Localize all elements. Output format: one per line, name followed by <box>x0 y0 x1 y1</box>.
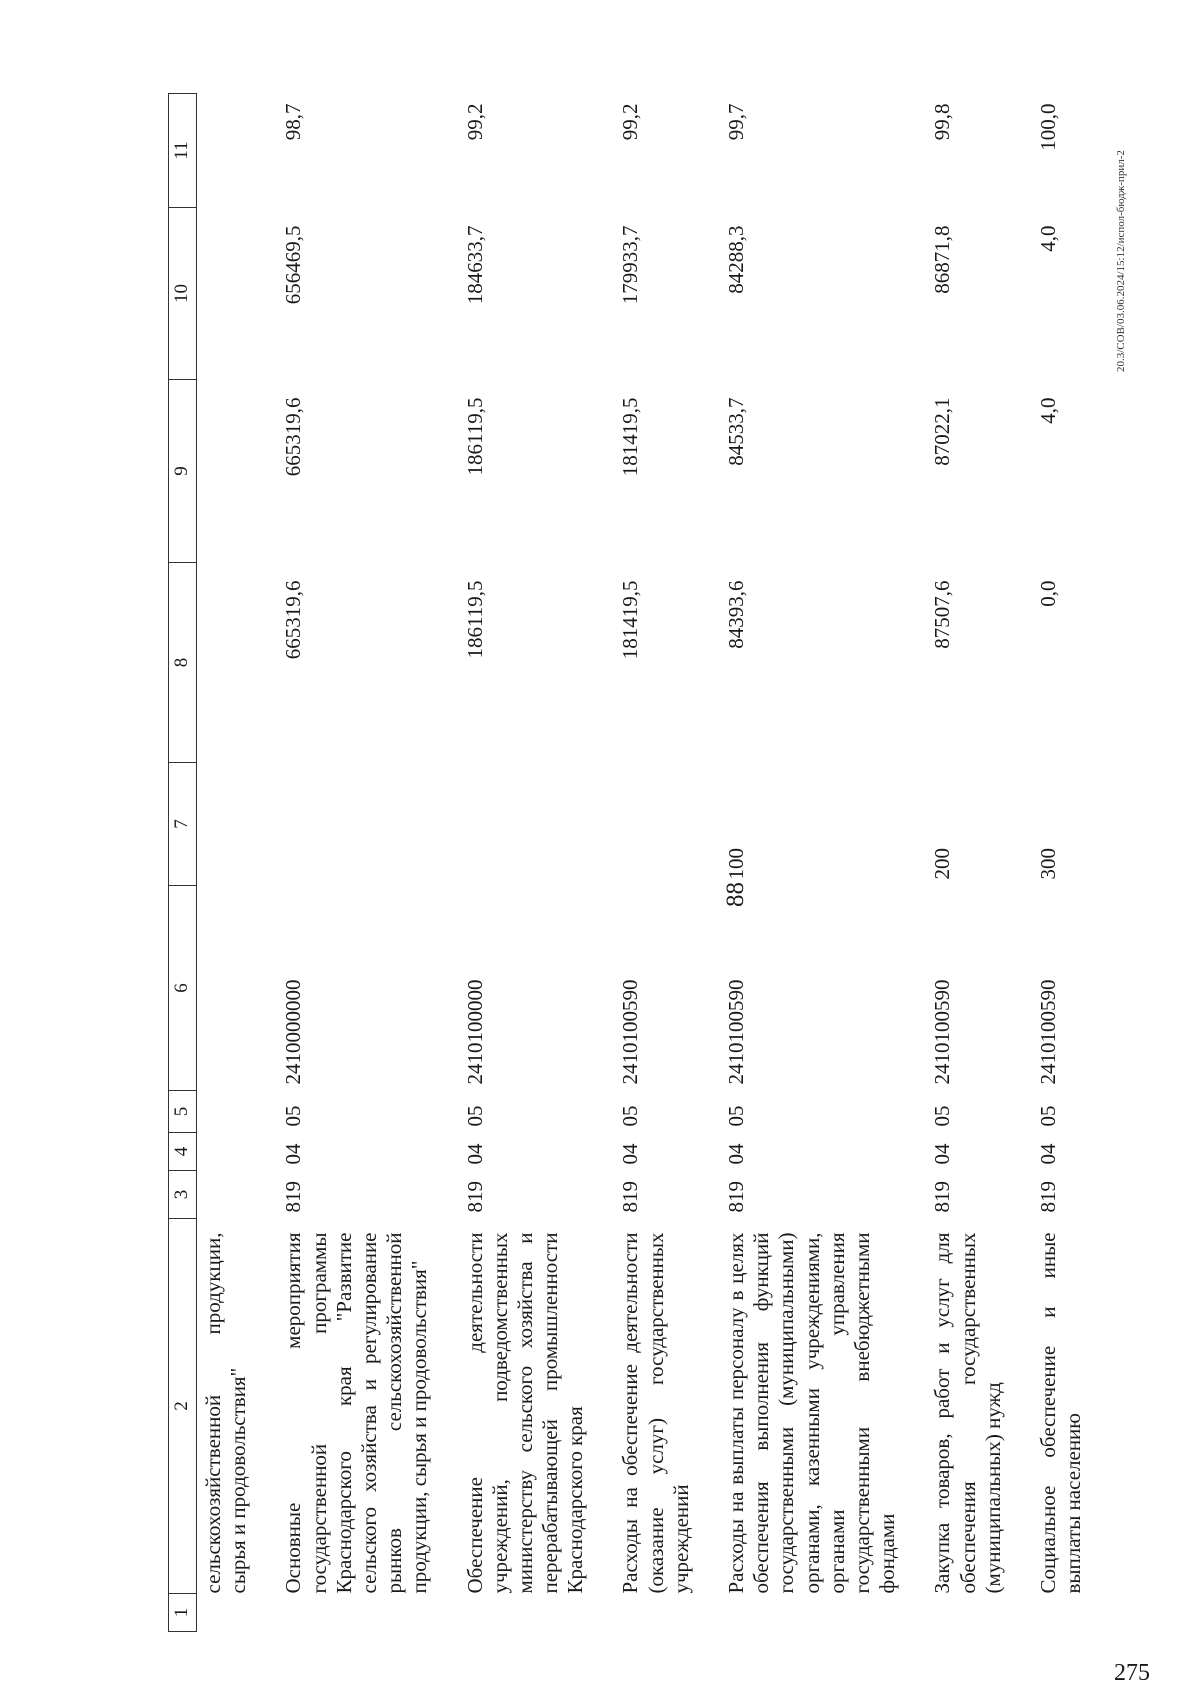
generator-stamp: 20.3/СОВ/03.06.2024/15:12/испол-бюдж-прил-2 <box>1115 150 1127 372</box>
cell-c11: 100,0 <box>1035 103 1060 151</box>
cell-c10: 184633,7 <box>462 225 487 305</box>
cell-c9: 665319,6 <box>281 397 306 477</box>
cell-c6: 2410000000 <box>281 979 306 1085</box>
cell-c3: 819 <box>724 1181 748 1213</box>
table-row <box>455 94 611 1632</box>
table-row <box>1028 94 1108 1632</box>
cell-c5: 05 <box>930 1105 955 1127</box>
cell-c9: 87022,1 <box>930 397 955 466</box>
cell-c3: 819 <box>618 1181 643 1213</box>
header-col-10: 10 <box>169 208 197 380</box>
cell-c11: 99,7 <box>724 103 748 141</box>
cell-c11: 99,2 <box>462 103 487 141</box>
header-col-3: 3 <box>169 1171 197 1219</box>
cell-c4: 04 <box>281 1143 306 1165</box>
row-description: Обеспечение деятельности учреждений, подведомственных министерству сельского хозяйства и перерабатывающей промышленности Краснодарского края <box>462 1232 588 1594</box>
cell-c6: 2410100590 <box>1035 979 1060 1085</box>
header-row <box>169 94 197 1632</box>
header-col-7: 7 <box>169 763 197 886</box>
cell-c7 <box>455 763 611 886</box>
cell-c3: 819 <box>462 1181 487 1213</box>
header-col-9: 9 <box>169 380 197 563</box>
continuation-text: сельскохозяйственной продукции, сырья и продовольствия" <box>201 1232 251 1594</box>
cell-c7 <box>273 763 454 886</box>
cell-c8: 87507,6 <box>930 580 955 649</box>
cell-c7: 100 <box>724 848 748 880</box>
cell-c8: 665319,6 <box>281 580 306 660</box>
table-row <box>273 94 454 1632</box>
cell-c8: 181419,5 <box>618 580 643 660</box>
document-page-number: 88 <box>722 882 749 907</box>
cell-c11: 99,2 <box>618 103 643 141</box>
cell-c7 <box>610 763 716 886</box>
cell-c8: 84393,6 <box>724 580 748 649</box>
budget-table <box>168 93 1108 1632</box>
cell-c5: 05 <box>281 1105 306 1127</box>
cell-c4: 04 <box>930 1143 955 1165</box>
row-description: Социальное обеспечение и иные выплаты населению <box>1035 1232 1086 1594</box>
sheet-number: 275 <box>1114 1660 1150 1686</box>
cell-c8: 0,0 <box>1035 580 1060 607</box>
cell-c9: 84533,7 <box>724 397 748 466</box>
table-row <box>610 94 716 1632</box>
cell-c9: 186119,5 <box>462 397 487 476</box>
table-row <box>716 94 922 1632</box>
cell-c11: 98,7 <box>281 103 306 141</box>
cell-c10: 84288,3 <box>724 225 748 294</box>
cell-c4: 04 <box>618 1143 643 1165</box>
cell-c4: 04 <box>462 1143 487 1165</box>
row-description: Основные мероприятия государственной программы Краснодарского края "Развитие сельского хозяйства и регулирование рынков сельскохозяйственной продукции, сырья и продовольствия" <box>281 1232 432 1594</box>
header-col-8: 8 <box>169 563 197 763</box>
cell-c9: 4,0 <box>1035 397 1060 424</box>
row-description: Расходы на обеспечение деятельности (оказание услуг) государственных учреждений <box>618 1232 693 1594</box>
cell-c4: 04 <box>724 1143 748 1165</box>
header-col-6: 6 <box>169 886 197 1091</box>
table-row <box>922 94 1028 1632</box>
header-col-4: 4 <box>169 1133 197 1171</box>
cell-c11: 99,8 <box>930 103 955 141</box>
cell-c3: 819 <box>1035 1181 1060 1213</box>
header-col-1: 1 <box>169 1594 197 1632</box>
cell-c10: 656469,5 <box>281 225 306 305</box>
cell-c5: 05 <box>618 1105 643 1127</box>
cell-c5: 05 <box>462 1105 487 1127</box>
cell-c5: 05 <box>1035 1105 1060 1127</box>
cell-c7: 300 <box>1035 848 1060 880</box>
cell-c9: 181419,5 <box>618 397 643 477</box>
header-col-5: 5 <box>169 1091 197 1133</box>
row-description: Закупка товаров, работ и услуг для обеспечения государственных (муниципальных) нужд <box>930 1232 1005 1594</box>
continuation-row <box>197 94 274 1632</box>
cell-c10: 4,0 <box>1035 225 1060 252</box>
cell-c6: 2410100000 <box>462 979 487 1085</box>
header-col-11: 11 <box>169 94 197 208</box>
cell-c5: 05 <box>724 1105 748 1127</box>
cell-c3: 819 <box>930 1181 955 1213</box>
cell-c6: 2410100590 <box>618 979 643 1085</box>
cell-c8: 186119,5 <box>462 580 487 659</box>
cell-c7: 200 <box>930 848 955 880</box>
cell-c6: 2410100590 <box>930 979 955 1085</box>
cell-c4: 04 <box>1035 1143 1060 1165</box>
cell-c10: 179933,7 <box>618 225 643 305</box>
cell-c3: 819 <box>281 1181 306 1213</box>
cell-c10: 86871,8 <box>930 225 955 294</box>
row-description: Расходы на выплаты персоналу в целях обеспечения выполнения функций государственными (муниципальными) органами, казенными учреждениями, органами управления государственными внебюджетными фондами <box>724 1232 900 1594</box>
cell-c6: 2410100590 <box>724 979 748 1085</box>
header-col-2: 2 <box>169 1219 197 1594</box>
